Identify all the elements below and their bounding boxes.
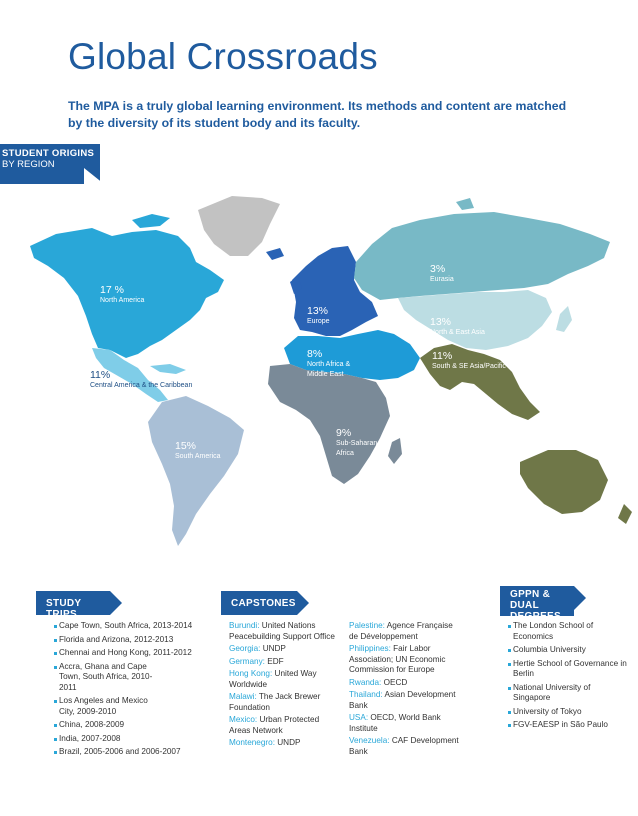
region-pct: 13%: [430, 316, 452, 328]
region-label-north-africa-middle-east: [307, 348, 367, 380]
region-name: Europe: [307, 318, 330, 325]
region-sub-saharan-africa: [268, 364, 390, 484]
list-item: Accra, Ghana and Cape Town, South Africa, 2010-2011: [54, 662, 164, 694]
region-south-america: [148, 396, 244, 546]
region-pct: 8%: [307, 348, 323, 360]
gppn-list: [508, 621, 628, 734]
list-item: Los Angeles and Mexico City, 2009-2010: [54, 696, 154, 717]
region-arctic-islands: [132, 214, 170, 228]
region-pct: 11%: [90, 369, 111, 381]
region-pct: 17 %: [100, 284, 124, 296]
region-name: South & SE Asia/Pacific: [432, 363, 506, 370]
region-iceland: [266, 248, 284, 260]
capstones-list-1: [229, 621, 341, 751]
region-name: North Africa & Middle East: [307, 361, 351, 378]
region-label-north-east-asia: [430, 316, 485, 338]
region-japan: [556, 306, 572, 332]
capstone-entry: Rwanda: OECD: [349, 677, 408, 687]
region-australia: [520, 450, 608, 514]
region-label-sub-saharan-africa: [336, 427, 386, 459]
region-name: Eurasia: [430, 276, 454, 283]
capstone-entry: Venezuela: CAF Development Bank: [349, 736, 459, 756]
student-origins-line2: BY REGION: [2, 159, 55, 170]
region-eurasia: [354, 212, 610, 300]
region-svalbard: [456, 198, 474, 210]
study-trips-heading: STUDY TRIPS: [36, 591, 110, 615]
region-pct: 15%: [175, 440, 197, 452]
capstone-entry: USA: OECD, World Bank Institute: [349, 713, 441, 733]
capstone-entry: Montenegro: UNDP: [229, 738, 301, 747]
list-item: National University of Singapore: [508, 683, 628, 704]
region-pct: 11%: [432, 350, 453, 362]
gppn-heading: [500, 586, 574, 622]
intro-text: The MPA is a truly global learning environment. Its methods and content are matched by the diversity of its student body and its faculty.: [68, 99, 567, 130]
capstone-entry: Hong Kong: United Way Worldwide: [229, 669, 317, 689]
capstones-list-2: [349, 621, 463, 759]
capstone-entry: Malawi: The Jack Brewer Foundation: [229, 692, 321, 712]
list-item: China, 2008-2009: [54, 720, 204, 731]
capstone-entry: Georgia: UNDP: [229, 644, 286, 653]
list-item: Brazil, 2005-2006 and 2006-2007: [54, 747, 204, 758]
list-item: Columbia University: [508, 645, 628, 656]
region-name: North America: [100, 297, 145, 304]
region-name: Central America & the Caribbean: [90, 382, 193, 389]
region-pct: 9%: [336, 427, 352, 439]
list-item: FGV-EAESP in São Paulo: [508, 720, 628, 731]
region-new-zealand: [618, 504, 632, 524]
region-greenland: [198, 196, 280, 256]
region-label-europe: [307, 305, 330, 327]
region-madagascar: [388, 438, 402, 464]
page-title: Global Crossroads: [68, 36, 378, 77]
list-item: Cape Town, South Africa, 2013-2014: [54, 621, 204, 632]
capstone-entry: Germany: EDF: [229, 656, 284, 666]
capstone-entry: Mexico: Urban Protected Areas Network: [229, 715, 320, 735]
origins-tab-notch: [84, 168, 104, 184]
region-label-north-america: [100, 284, 144, 306]
region-pct: 13%: [307, 305, 329, 317]
capstone-entry: Burundi: United Nations Peacebuilding Support Office: [229, 621, 335, 641]
list-item: Chennai and Hong Kong, 2011-2012: [54, 648, 204, 659]
capstone-entry: Philippines: Fair Labor Association; UN Economic Commission for Europe: [349, 644, 446, 674]
capstone-entry: Thailand: Asian Development Bank: [349, 690, 456, 710]
region-pct: 3%: [430, 263, 446, 275]
list-item: Hertie School of Governance in Berlin: [508, 659, 628, 680]
student-origins-line1: STUDENT ORIGINS: [2, 148, 95, 159]
capstone-entry: Palestine: Agence Française de Développement: [349, 621, 453, 641]
list-item: India, 2007-2008: [54, 734, 204, 745]
region-label-south-america: [175, 440, 221, 462]
region-label-south-se-asia: [432, 350, 506, 372]
list-item: Florida and Arizona, 2012-2013: [54, 635, 204, 646]
gppn-heading-line2: DUAL DEGREES: [510, 600, 562, 622]
region-label-central-america: [90, 369, 192, 391]
list-item: The London School of Economics: [508, 621, 628, 642]
study-trips-list: [54, 621, 204, 761]
region-name: South America: [175, 453, 221, 460]
list-item: University of Tokyo: [508, 707, 628, 718]
region-name: Sub-Saharan Africa: [336, 440, 378, 457]
region-label-eurasia: [430, 263, 454, 285]
capstones-heading: CAPSTONES: [221, 591, 297, 615]
gppn-heading-line1: GPPN &: [510, 589, 551, 600]
region-name: North & East Asia: [430, 329, 485, 336]
